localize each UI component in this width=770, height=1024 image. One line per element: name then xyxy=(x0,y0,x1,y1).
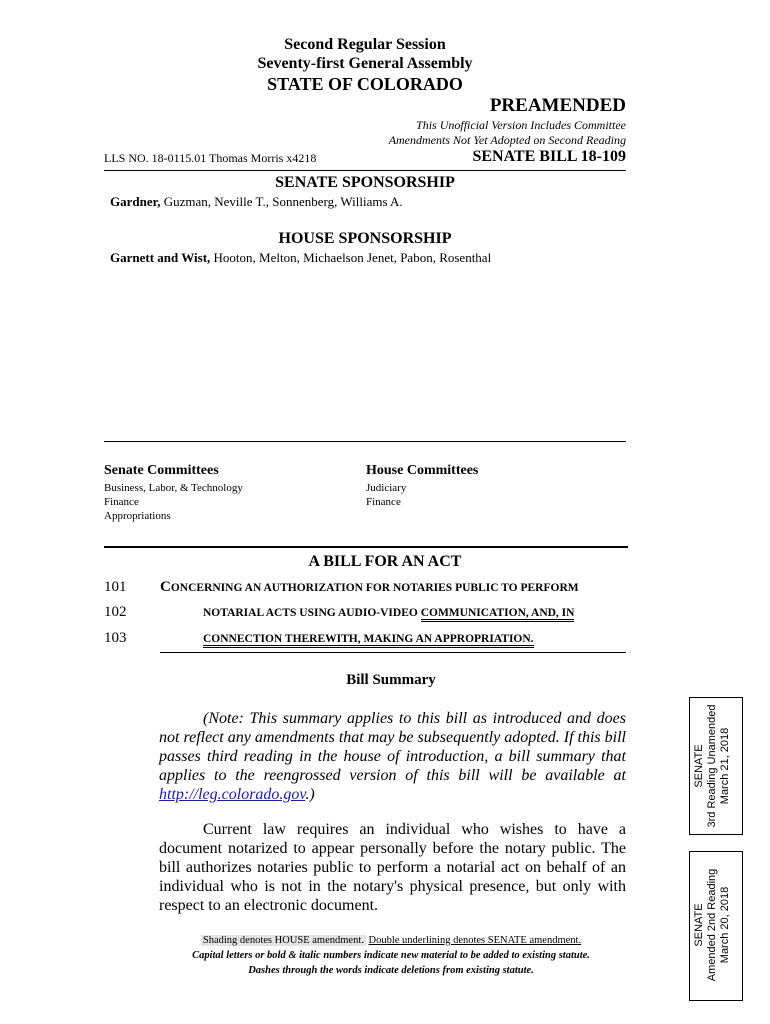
note-line-1: This Unofficial Version Includes Committee xyxy=(416,118,626,132)
summary-heading: Bill Summary xyxy=(346,672,436,688)
house-prime-sponsor: Garnett and Wist, xyxy=(110,250,211,265)
bill-bottom-rule xyxy=(160,652,626,653)
senate-sponsorship-heading: SENATE SPONSORSHIP xyxy=(275,174,455,191)
senate-amendment-legend: Double underlining denotes SENATE amendment. xyxy=(368,935,582,946)
house-committee: Judiciary xyxy=(366,482,407,494)
stamp-date: March 20, 2018 xyxy=(719,886,731,964)
senate-amendment-text: COMMUNICATION, AND, IN xyxy=(421,607,575,622)
senate-committees xyxy=(104,463,243,523)
line-number: 103 xyxy=(104,630,127,646)
drop-cap: C xyxy=(160,579,171,595)
new-material-legend: Capital letters or bold & italic numbers indicate new material to be added to existing statute. xyxy=(192,950,590,961)
stamp-chamber: SENATE xyxy=(693,903,705,947)
house-committee: Finance xyxy=(366,496,401,508)
header-rule xyxy=(104,170,626,171)
deletion-legend: Dashes through the words indicate deletions from existing statute. xyxy=(248,965,534,976)
senate-second-reading-stamp xyxy=(689,851,743,1001)
bill-title-text: NOTARIAL ACTS USING AUDIO-VIDEO xyxy=(203,607,421,619)
senate-sponsors xyxy=(110,194,403,210)
bill-top-rule xyxy=(104,546,628,548)
line-number: 101 xyxy=(104,579,127,595)
bill-id: SENATE BILL 18-109 xyxy=(472,148,626,165)
preamended-status: PREAMENDED xyxy=(489,95,626,116)
session-line: Second Regular Session xyxy=(284,36,446,53)
stamp-action: Amended 2nd Reading xyxy=(706,868,718,982)
bill-title-line-1 xyxy=(160,579,579,596)
summary-note-text: (Note: This summary applies to this bill as introduced and does not reflect any amendments that may be subsequently adopted. If this bill passes third reading in the house of introduction, a bill summary that applies to the reengrossed version of this bill will be available at xyxy=(159,710,626,784)
committees-top-rule xyxy=(104,441,626,442)
bill-title: A BILL FOR AN ACT xyxy=(308,553,462,570)
summary-body: Current law requires an individual who wishes to have a document notarized to appear personally before the notary public. The bill authorizes notaries public to perform a notarial act on behalf of an individual who is not in the notary's physical presence, but only with respect to an electronic document. xyxy=(159,821,626,914)
bill-title-text: ONCERNING AN AUTHORIZATION FOR NOTARIES PUBLIC TO PERFORM xyxy=(170,582,579,594)
legislature-link[interactable]: http://leg.colorado.gov xyxy=(159,786,306,803)
state-line: STATE OF COLORADO xyxy=(267,74,463,94)
assembly-line: Seventy-first General Assembly xyxy=(257,55,473,72)
house-sponsors xyxy=(110,250,491,266)
house-other-sponsors: Hooton, Melton, Michaelson Jenet, Pabon, Rosenthal xyxy=(213,250,492,265)
bill-title-line-3 xyxy=(203,633,534,645)
house-sponsorship-heading: HOUSE SPONSORSHIP xyxy=(278,230,452,247)
senate-third-reading-stamp xyxy=(689,697,743,835)
senate-committee: Finance xyxy=(104,496,139,508)
house-amendment-legend: Shading denotes HOUSE amendment. xyxy=(202,935,364,946)
senate-committee: Business, Labor, & Technology xyxy=(104,482,243,494)
summary-note-end: .) xyxy=(305,786,315,803)
senate-prime-sponsor: Gardner, xyxy=(110,194,161,209)
lls-number: LLS NO. 18-0115.01 Thomas Morris x4218 xyxy=(104,151,317,165)
line-number: 102 xyxy=(104,604,127,620)
note-line-2: Amendments Not Yet Adopted on Second Reading xyxy=(388,133,626,147)
senate-amendment-text: CONNECTION THEREWITH, MAKING AN APPROPRIATION. xyxy=(203,633,534,648)
amendment-legend xyxy=(0,935,770,946)
house-committees-heading: House Committees xyxy=(366,463,479,478)
senate-committee: Appropriations xyxy=(104,510,171,522)
senate-committees-heading: Senate Committees xyxy=(104,463,219,478)
stamp-date: March 21, 2018 xyxy=(719,727,731,805)
stamp-chamber: SENATE xyxy=(693,744,705,788)
bill-title-line-2 xyxy=(203,607,574,619)
stamp-action: 3rd Reading Unamended xyxy=(706,704,718,828)
senate-other-sponsors: Guzman, Neville T., Sonnenberg, Williams A. xyxy=(163,194,403,209)
summary-note xyxy=(159,709,626,804)
house-committees xyxy=(366,463,478,509)
